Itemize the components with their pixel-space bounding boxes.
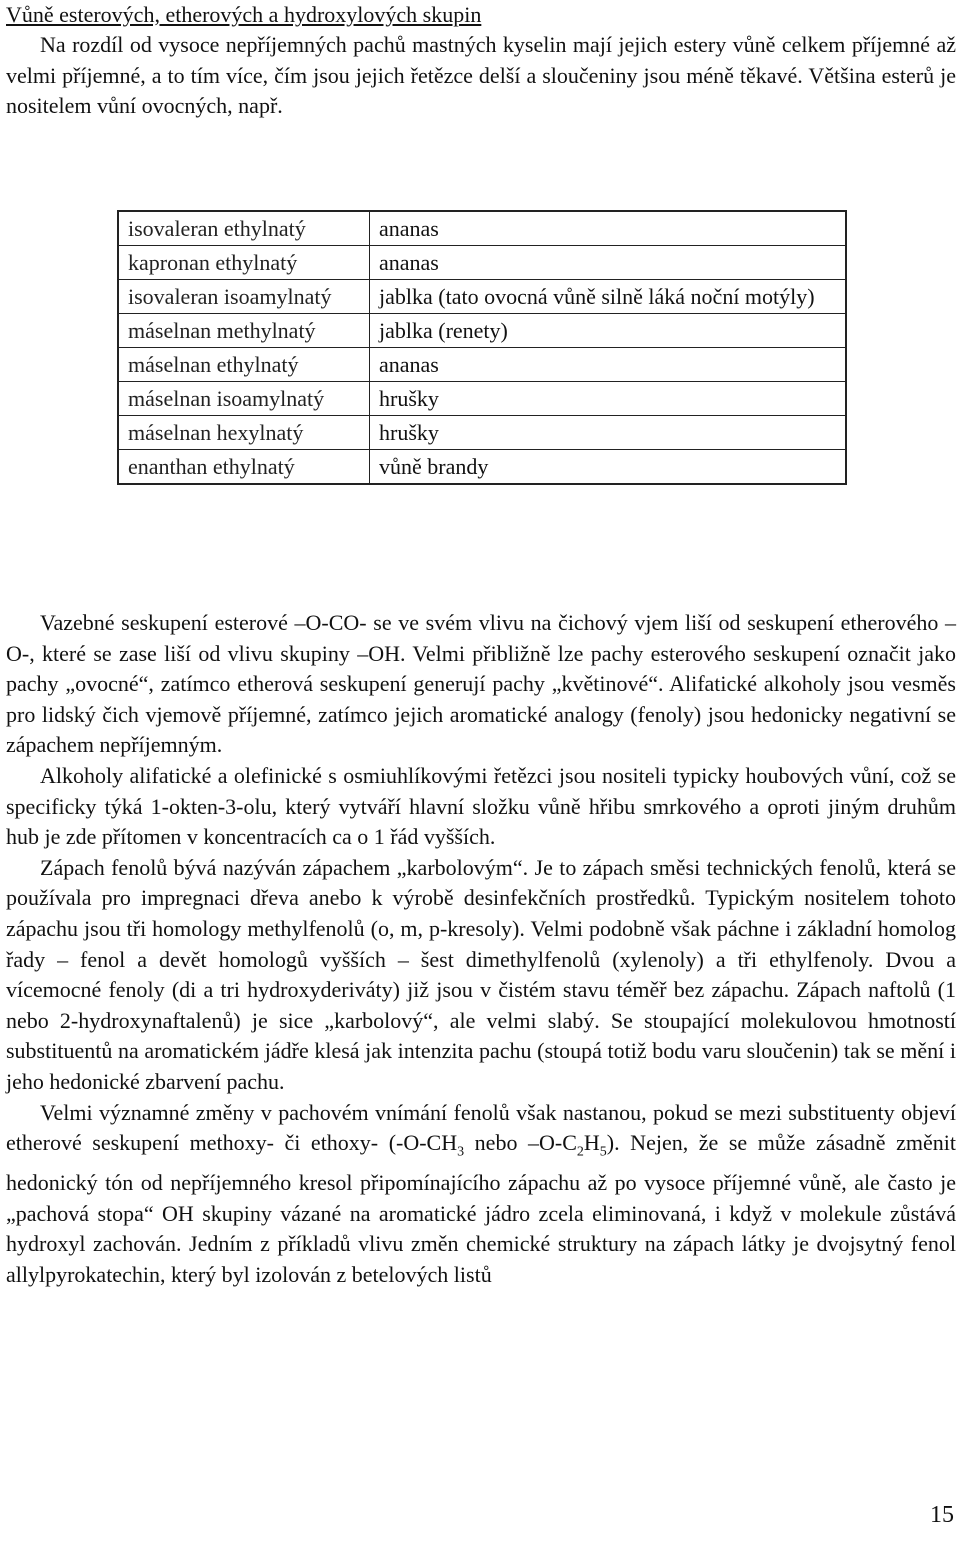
odor-cell: vůně brandy [370, 450, 847, 485]
ester-cell: máselnan isoamylnatý [118, 382, 370, 416]
section-heading: Vůně esterových, etherových a hydroxylových skupin [6, 2, 482, 27]
table-row [118, 211, 846, 246]
odor-cell: ananas [370, 348, 847, 382]
paragraph [6, 853, 956, 1098]
paragraph-text: H [583, 1130, 600, 1156]
page-number: 15 [930, 1502, 954, 1528]
paragraph [6, 1098, 956, 1291]
odor-cell: jablka (tato ovocná vůně silně láká noční motýly) [370, 280, 847, 314]
subscript: 5 [599, 1144, 607, 1160]
table-row [118, 416, 846, 450]
odor-cell: ananas [370, 211, 847, 246]
subscript: 2 [576, 1144, 584, 1160]
ester-odor-table [117, 210, 847, 485]
paragraph-text: Velmi významné změny v pachovém vnímání fenolů však nastanou, pokud se mezi substituenty objeví etherové seskupení methoxy- či ethoxy- (-O-CH [6, 1099, 956, 1156]
table-row [118, 382, 846, 416]
paragraph-text: Alkoholy alifatické a olefinické s osmiuhlíkovými řetězci jsou nositeli typicky houbových vůní, což se specificky týká 1-okten-3-olu, který vytváří hlavní složku vůně hřibu smrkového a oproti jiným druhům hub je zde přítomen v koncentracích ca o 1 řád vyšších. [6, 762, 956, 850]
paragraph [6, 761, 956, 853]
odor-cell: hrušky [370, 416, 847, 450]
ester-cell: isovaleran ethylnatý [118, 211, 370, 246]
ester-cell: máselnan hexylnatý [118, 416, 370, 450]
ester-cell: máselnan ethylnatý [118, 348, 370, 382]
ester-cell: máselnan methylnatý [118, 314, 370, 348]
odor-cell: ananas [370, 246, 847, 280]
body-text [6, 608, 956, 1290]
intro-text: Na rozdíl od vysoce nepříjemných pachů mastných kyselin mají jejich estery vůně celkem příjemné až velmi příjemné, a to tím více, čím jsou jejich řetězce delší a sloučeniny jsou méně těkavé. Většina esterů je nositelem vůní ovocných, např. [6, 32, 956, 118]
ester-cell: kapronan ethylnatý [118, 246, 370, 280]
table-row [118, 348, 846, 382]
subscript: 3 [457, 1144, 465, 1160]
odor-cell: jablka (renety) [370, 314, 847, 348]
table-row [118, 450, 846, 485]
odor-cell: hrušky [370, 382, 847, 416]
intro-paragraph [6, 30, 956, 122]
paragraph-text: Vazebné seskupení esterové –O-CO- se ve svém vlivu na čichový vjem liší od seskupení etherového –O-, které se zase liší od vlivu skupiny –OH. Velmi přibližně lze pachy esterového seskupení označit jako pachy „ovocné“, zatímco etherová seskupení generují pachy „květinové“. Alifatické alkoholy jsou vesměs pro lidský čich vjemově příjemné, zatímco jejich aromatické analogy (fenoly) jsou hedonicky negativní se zápachem nepříjemným. [6, 610, 956, 758]
ester-cell: enanthan ethylnatý [118, 450, 370, 485]
paragraph [6, 608, 956, 761]
paragraph-text: ). Nejen, že se může zásadně změnit hedonický tón od nepříjemného kresol připomínajícího zápachu až po vysoce příjemné vůně, ale často je „pachová stopa“ OH skupiny vázané na aromatické jádro zcela eliminovaná, i když v molekule zůstává hydroxyl zachován. Jedním z příkladů vlivu změn chemické struktury na zápach látky je dvojsytný fenol allylpyrokatechin, který byl izolován z betelových listů [6, 1130, 956, 1287]
ester-cell: isovaleran isoamylnatý [118, 280, 370, 314]
table-row [118, 280, 846, 314]
table-row [118, 314, 846, 348]
table-row [118, 246, 846, 280]
paragraph-text: Zápach fenolů bývá nazýván zápachem „karbolovým“. Je to zápach směsi technických fenolů, která se používala pro impregnaci dřeva anebo k výrobě desinfekčních prostředků. Typickým nositelem tohoto zápachu jsou tři homology methylfenolů (o, m, p-kresoly). Velmi podobně však páchne i základní homolog řady – fenol a devět homologů vyšších – šest dimethylfenolů (xylenoly) a tři ethylfenoly. Dvou a vícemocné fenoly (di a tri hydroxyderiváty) již jsou v čistém stavu téměř bez zápachu. Zápach naftolů (1 nebo 2-hydroxynaftalenů) je sice „karbolový“, ale velmi slabý. Se stoupající molekulovou hmotností substituentů na aromatickém jádře klesá jak intenzita pachu (stoupá totiž bodu varu sloučenin) tak se mění i jeho hedonické zbarvení pachu. [6, 854, 956, 1094]
paragraph-text: nebo –O-C [464, 1130, 577, 1156]
